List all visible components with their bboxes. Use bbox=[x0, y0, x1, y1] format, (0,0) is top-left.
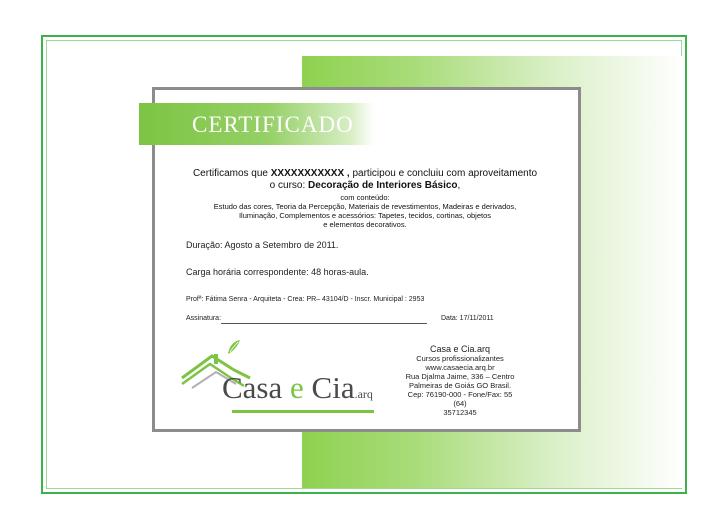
logo-wordmark bbox=[222, 370, 373, 406]
lead-post: participou e concluiu com aproveitamento bbox=[349, 168, 538, 179]
course-name: Decoração de Interiores Básico bbox=[308, 180, 458, 191]
company-phone: 35712345 bbox=[443, 408, 477, 417]
content-label: com conteúdo: bbox=[340, 193, 390, 202]
company-info bbox=[404, 344, 516, 417]
signature-line bbox=[221, 323, 427, 324]
course-line bbox=[160, 180, 570, 192]
logo-word-e: e bbox=[290, 370, 304, 405]
company-address-2: Palmeiras de Goiás GO Brasil. bbox=[408, 381, 512, 390]
company-address-1: Rua Djalma Jaime, 336 – Centro bbox=[405, 372, 515, 381]
logo-word-casa: Casa bbox=[222, 370, 291, 405]
logo-word-arq: .arq bbox=[354, 387, 373, 401]
company-tagline: Cursos profissionalizantes bbox=[416, 354, 504, 363]
company-website: www.casaecia.arq.br bbox=[425, 363, 495, 372]
content-line-1: Estudo das cores, Teoria da Percepção, Materiais de revestimentos, Madeiras e derivados, bbox=[213, 202, 517, 211]
certificate-title: CERTIFICADO bbox=[192, 112, 354, 137]
content-line-3: e elementos decorativos. bbox=[323, 220, 407, 229]
date-text: Data: 17/11/2011 bbox=[441, 315, 494, 322]
logo-word-cia: Cia bbox=[303, 370, 355, 405]
lead-pre: Certificamos que bbox=[192, 168, 271, 179]
course-pre: o curso: bbox=[269, 180, 309, 191]
professor-text: Profª: Fátima Senra - Arquiteta - Crea: PR– 43104/D - Inscr. Municipal : 2953 bbox=[186, 296, 425, 303]
workload-text: Carga horária correspondente: 48 horas-aula. bbox=[186, 267, 369, 277]
company-contact: Cep: 76190-000 - Fone/Fax: 55 (64) bbox=[407, 390, 513, 408]
course-post: , bbox=[457, 180, 461, 191]
student-name: XXXXXXXXXXX , bbox=[270, 168, 350, 179]
logo-underline bbox=[232, 410, 374, 413]
company-name: Casa e Cia.arq bbox=[429, 344, 491, 354]
lead-line bbox=[160, 168, 570, 180]
signature-label: Assinatura: bbox=[186, 315, 222, 322]
duration-text: Duração: Agosto a Setembro de 2011. bbox=[186, 240, 339, 250]
content-line-2: Iluminação, Complementos e acessórios: Tapetes, tecidos, cortinas, objetos bbox=[238, 211, 492, 220]
